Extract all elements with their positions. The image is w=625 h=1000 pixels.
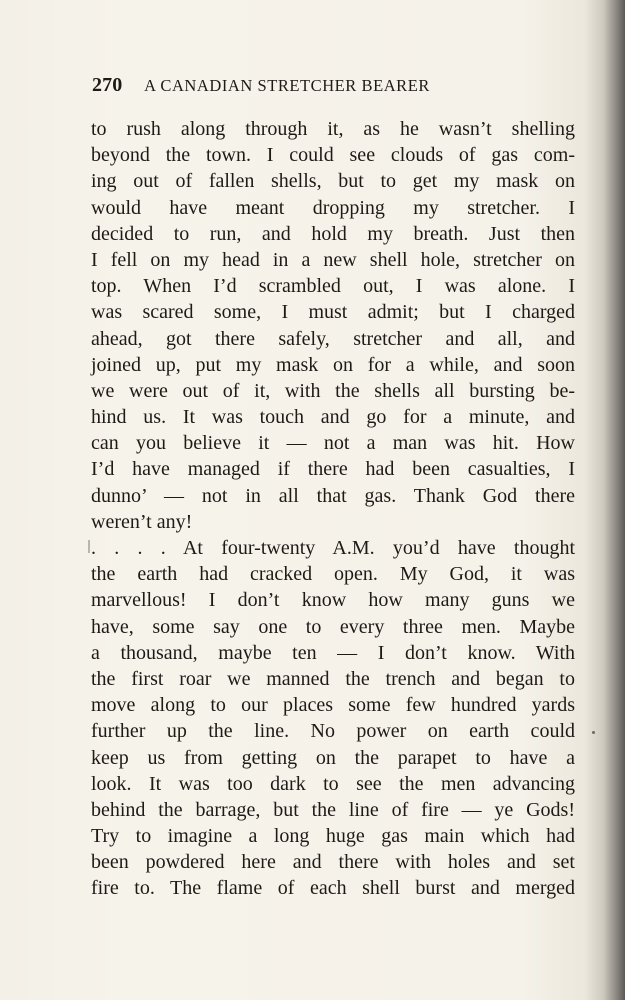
text-line: Try to imagine a long huge gas main which had bbox=[91, 825, 575, 848]
running-title: A CANADIAN STRETCHER BEARER bbox=[144, 76, 430, 95]
text-line: dunno’ — not in all that gas. Thank God there bbox=[91, 484, 575, 507]
text-line: marvellous! I don’t know how many guns we bbox=[91, 589, 575, 612]
text-line: I fell on my head in a new shell hole, stretcher on bbox=[91, 248, 575, 271]
text-line: the earth had cracked open. My God, it was bbox=[91, 563, 575, 586]
page-header bbox=[92, 70, 582, 100]
text-line: been powdered here and there with holes and set bbox=[91, 851, 575, 874]
text-line: was scared some, I must admit; but I charged bbox=[91, 301, 575, 324]
margin-dot-mark bbox=[592, 731, 595, 734]
text-line: would have meant dropping my stretcher. I bbox=[91, 196, 575, 219]
text-line: keep us from getting on the parapet to have a bbox=[91, 746, 575, 769]
margin-tick-mark bbox=[88, 540, 90, 553]
text-line: behind the barrage, but the line of fire — ye Gods! bbox=[91, 798, 575, 821]
text-line: can you believe it — not a man was hit. How bbox=[91, 432, 575, 455]
text-line: weren’t any! bbox=[91, 510, 193, 533]
text-line: look. It was too dark to see the men advancing bbox=[91, 772, 575, 795]
text-line: ing out of fallen shells, but to get my mask on bbox=[91, 170, 575, 193]
text-line: beyond the town. I could see clouds of gas com- bbox=[91, 144, 575, 167]
text-line: have, some say one to every three men. Maybe bbox=[91, 615, 575, 638]
text-line: fire to. The flame of each shell burst and merged bbox=[91, 877, 575, 900]
text-line: ahead, got there safely, stretcher and all, and bbox=[91, 327, 575, 350]
text-line: we were out of it, with the shells all bursting be- bbox=[91, 379, 575, 402]
body-text bbox=[91, 116, 575, 906]
text-line: move along to our places some few hundred yards bbox=[91, 694, 575, 717]
text-line: I’d have managed if there had been casualties, I bbox=[91, 458, 575, 481]
text-line: the first roar we manned the trench and began to bbox=[91, 667, 575, 690]
text-line: decided to run, and hold my breath. Just then bbox=[91, 222, 575, 245]
page-number: 270 bbox=[92, 74, 123, 96]
text-line: top. When I’d scrambled out, I was alone. I bbox=[91, 275, 575, 298]
text-line: hind us. It was touch and go for a minute, and bbox=[91, 406, 575, 429]
text-line: a thousand, maybe ten — I don’t know. With bbox=[91, 641, 575, 664]
text-line: joined up, put my mask on for a while, and soon bbox=[91, 353, 575, 376]
text-line: to rush along through it, as he wasn’t shelling bbox=[91, 118, 575, 140]
text-line: further up the line. No power on earth could bbox=[91, 720, 575, 743]
text-line: . . . . At four-twenty A.M. you’d have thought bbox=[91, 537, 575, 559]
